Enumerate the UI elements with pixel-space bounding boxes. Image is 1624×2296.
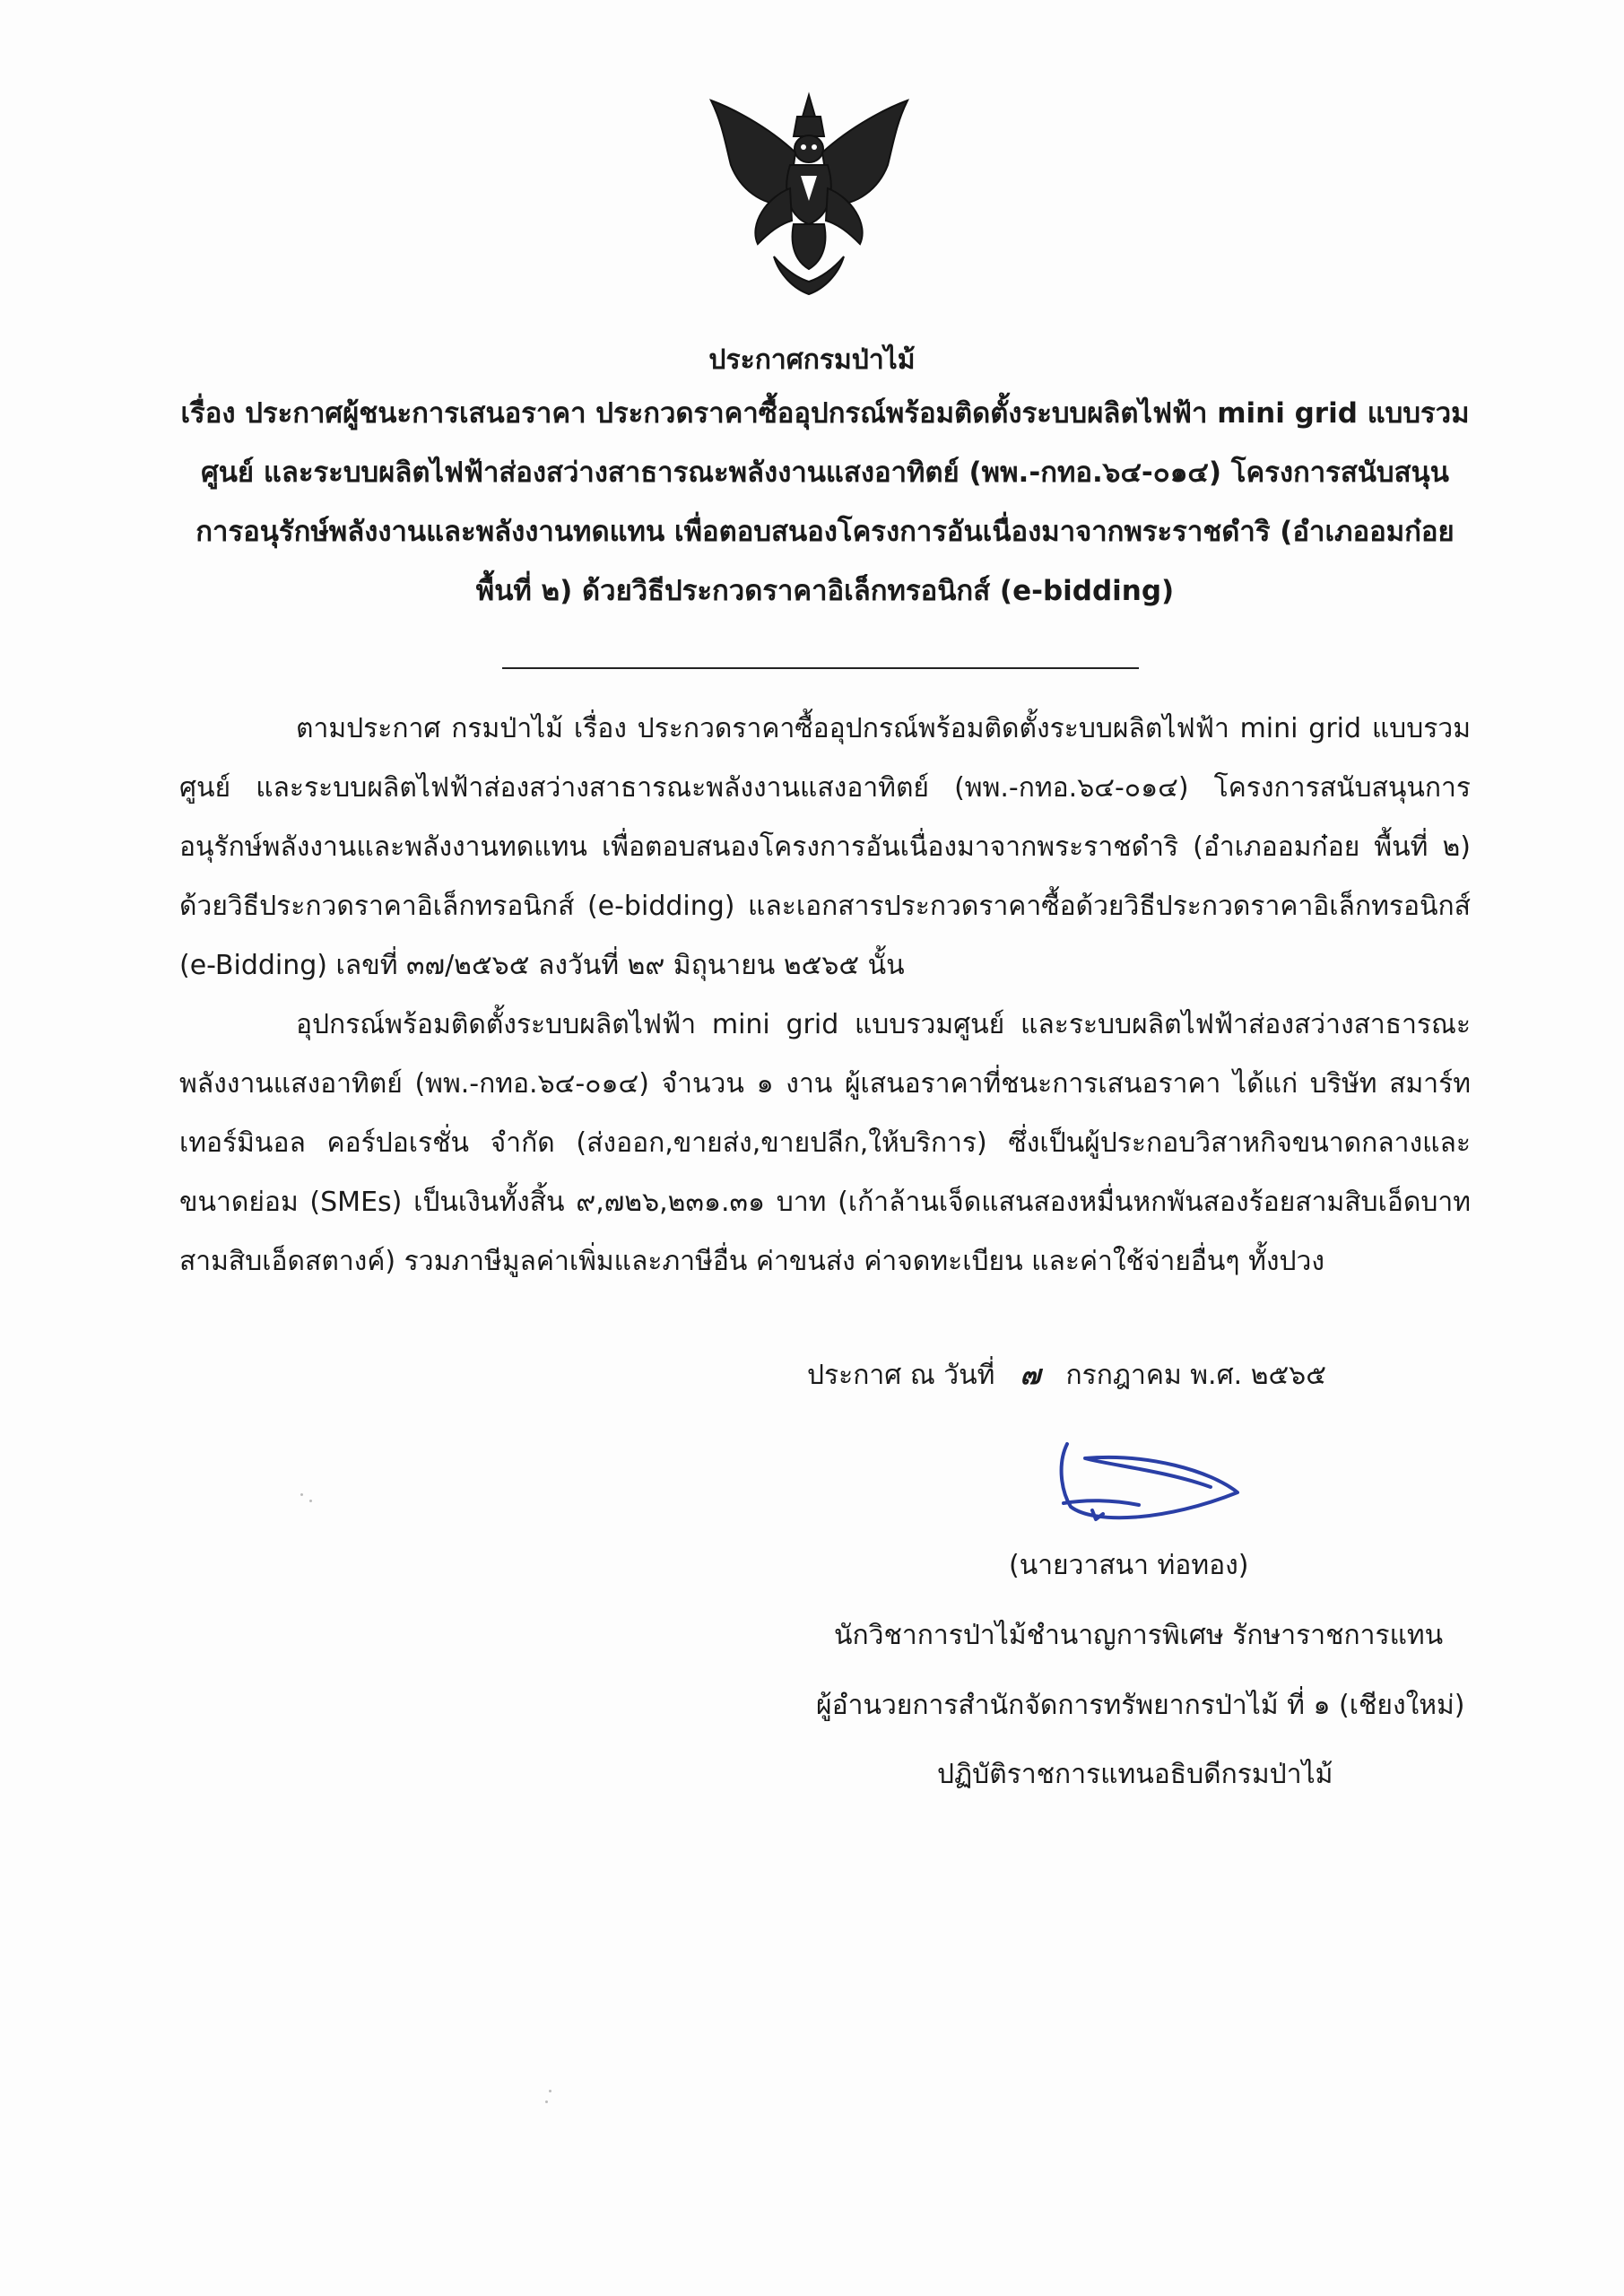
scan-speck [300,1493,303,1496]
signatory-role-line-2: ผู้อำนวยการสำนักจัดการทรัพยากรป่าไม้ ที่ ๑ (เชียงใหม่) [816,1690,1465,1721]
announcement-date [807,1354,1326,1396]
body-paragraph-reference: ตามประกาศ กรมป่าไม้ เรื่อง ประกวดราคาซื้ออุปกรณ์พร้อมติดตั้งระบบผลิตไฟฟ้า mini grid แบบรวมศูนย์ และระบบผลิตไฟฟ้าส่องสว่างสาธารณะพลังงานแสงอาทิตย์ (พพ.-กทอ.๖๔-๐๑๔) โครงการสนับสนุนการอนุรักษ์พลังงานและพลังงานทดแทน เพื่อตอบสนองโครงการอันเนื่องมาจากพระราชดำริ (อำเภออมก๋อย พื้นที่ ๒) ด้วยวิธีประกวดราคาอิเล็กทรอนิกส์ (e-bidding) และเอกสารประกวดราคาซื้อด้วยวิธีประกวดราคาอิเล็กทรอนิกส์ (e-Bidding) เลขที่ ๓๗/๒๕๖๕ ลงวันที่ ๒๙ มิถุนายน ๒๕๖๕ นั้น [179,713,1471,981]
handwritten-signature [1031,1417,1264,1552]
scan-speck [549,2090,551,2092]
signatory-name: (นายวาสนา ท่อทอง) [1009,1550,1249,1581]
document-subject: เรื่อง ประกาศผู้ชนะการเสนอราคา ประกวดราคาซื้ออุปกรณ์พร้อมติดตั้งระบบผลิตไฟฟ้า mini grid แบบรวมศูนย์ และระบบผลิตไฟฟ้าส่องสว่างสาธารณะพลังงานแสงอาทิตย์ (พพ.-กทอ.๖๔-๐๑๔) โครงการสนับสนุนการอนุรักษ์พลังงานและพลังงานทดแทน เพื่อตอบสนองโครงการอันเนื่องมาจากพระราชดำริ (อำเภออมก๋อย พื้นที่ ๒) ด้วยวิธีประกวดราคาอิเล็กทรอนิกส์ (e-bidding) [180,397,1470,607]
announcement-day: ๗ [1020,1360,1041,1391]
document-title: ประกาศกรมป่าไม้ [708,344,916,376]
scan-speck [309,1500,312,1502]
announcement-month-year: กรกฎาคม พ.ศ. ๒๕๖๕ [1065,1360,1326,1391]
body-paragraph-award: อุปกรณ์พร้อมติดตั้งระบบผลิตไฟฟ้า mini grid แบบรวมศูนย์ และระบบผลิตไฟฟ้าส่องสว่างสาธารณะพลังงานแสงอาทิตย์ (พพ.-กทอ.๖๔-๐๑๔) จำนวน ๑ งาน ผู้เสนอราคาที่ชนะการเสนอราคา ได้แก่ บริษัท สมาร์ท เทอร์มินอล คอร์ปอเรชั่น จำกัด (ส่งออก,ขายส่ง,ขายปลีก,ให้บริการ) ซึ่งเป็นผู้ประกอบวิสาหกิจขนาดกลางและขนาดย่อม (SMEs) เป็นเงินทั้งสิ้น ๙,๗๒๖,๒๓๑.๓๑ บาท (เก้าล้านเจ็ดแสนสองหมื่นหกพันสองร้อยสามสิบเอ็ดบาทสามสิบเอ็ดสตางค์) รวมภาษีมูลค่าเพิ่มและภาษีอื่น ค่าขนส่ง ค่าจดทะเบียน และค่าใช้จ่ายอื่นๆ ทั้งปวง [179,1009,1471,1277]
signatory-role-line-3: ปฏิบัติราชการแทนอธิบดีกรมป่าไม้ [937,1759,1333,1790]
scan-speck [545,2100,548,2103]
signatory-role-line-1: นักวิชาการป่าไม้ชำนาญการพิเศษ รักษาราชการแทน [834,1620,1444,1651]
title-divider [502,667,1139,669]
garuda-emblem-icon [704,90,915,305]
announcement-date-prefix: ประกาศ ณ วันที่ [807,1360,995,1391]
